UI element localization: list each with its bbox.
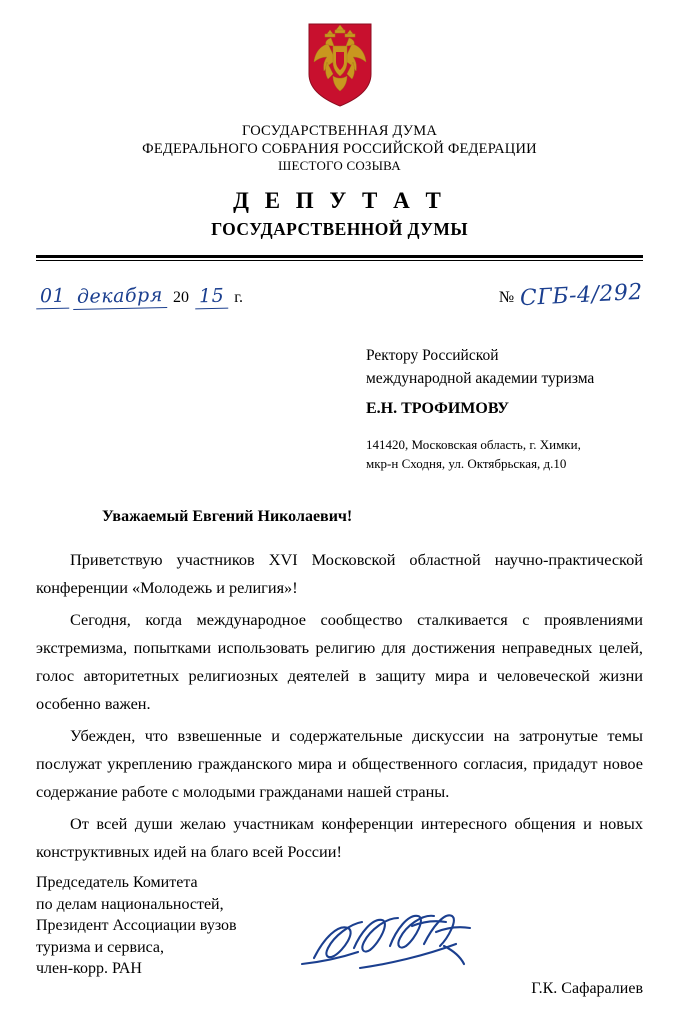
addressee-address-line-1: 141420, Московская область, г. Химки, xyxy=(366,437,581,453)
signature-block xyxy=(36,872,643,1002)
letterhead-line-1: ГОСУДАРСТВЕННАЯ ДУМА xyxy=(241,123,438,139)
handwritten-signature xyxy=(294,898,484,990)
divider-thick xyxy=(36,255,643,258)
signer-title-line-1: Председатель Комитета xyxy=(36,874,198,891)
body-text xyxy=(36,546,643,866)
header-divider xyxy=(36,255,643,261)
letterhead-subtitle: ГОСУДАРСТВЕННОЙ ДУМЫ xyxy=(211,219,468,240)
addressee-address-line-2: мкр-н Сходня, ул. Октябрьская, д.10 xyxy=(366,456,567,472)
signer-title-line-4: туризма и сервиса, xyxy=(36,938,165,956)
paragraph-4: От всей души желаю участникам конференции интересного общения и новых конструктивных идей на благо всей России! xyxy=(36,814,643,862)
date-year-mark: г. xyxy=(234,289,243,307)
addressee-block xyxy=(366,345,643,474)
addressee-line-1: Ректору Российской xyxy=(366,347,499,365)
divider-thin xyxy=(36,260,643,261)
number-block xyxy=(497,279,644,312)
signer-title-line-5: член-корр. РАН xyxy=(36,960,142,978)
addressee-line-2: международной академии туризма xyxy=(366,369,595,387)
letterhead-line-3: ШЕСТОГО СОЗЫВА xyxy=(278,158,401,174)
letterhead xyxy=(36,122,643,241)
number-value: СГБ-4/292 xyxy=(519,279,644,312)
date-month: декабря xyxy=(73,284,167,310)
signer-title-line-2: по делам национальностей, xyxy=(36,895,224,913)
coat-of-arms-icon xyxy=(307,22,373,108)
signer-title xyxy=(36,872,237,980)
paragraph-1: Приветствую участников XVI Московской областной научно-практической конференции «Молодежь и религия»! xyxy=(36,549,643,597)
signer-name: Г.К. Сафаралиев xyxy=(531,980,643,997)
date-number-row xyxy=(36,275,643,321)
paragraph-3: Убежден, что взвешенные и содержательные дискуссии на затронутые темы послужат укреплению гражданского мира и общественного согласия, придадут новое содержание работе с молодыми гражданами нашей страны. xyxy=(36,726,643,802)
date-block xyxy=(36,285,245,309)
letterhead-line-2: ФЕДЕРАЛЬНОГО СОБРАНИЯ РОССИЙСКОЙ ФЕДЕРАЦИИ xyxy=(142,141,537,158)
letterhead-title: Д Е П У Т А Т xyxy=(233,187,446,213)
salutation: Уважаемый Евгений Николаевич! xyxy=(102,507,353,525)
date-day: 01 xyxy=(36,285,70,310)
emblem-container xyxy=(36,0,643,108)
addressee-name: Е.Н. ТРОФИМОВУ xyxy=(366,400,509,418)
date-year-prefix: 20 xyxy=(173,289,189,307)
paragraph-2: Сегодня, когда международное сообщество сталкивается с проявлениями экстремизма, попытками использовать религию для достижения неправедных целей, голос авторитетных религиозных деятелей в защиту мира и человеческой жизни особенно важен. xyxy=(36,609,643,714)
signer-title-line-3: Президент Ассоциации вузов xyxy=(36,917,237,935)
date-year-suffix: 15 xyxy=(195,285,229,310)
number-label: № xyxy=(498,289,515,307)
